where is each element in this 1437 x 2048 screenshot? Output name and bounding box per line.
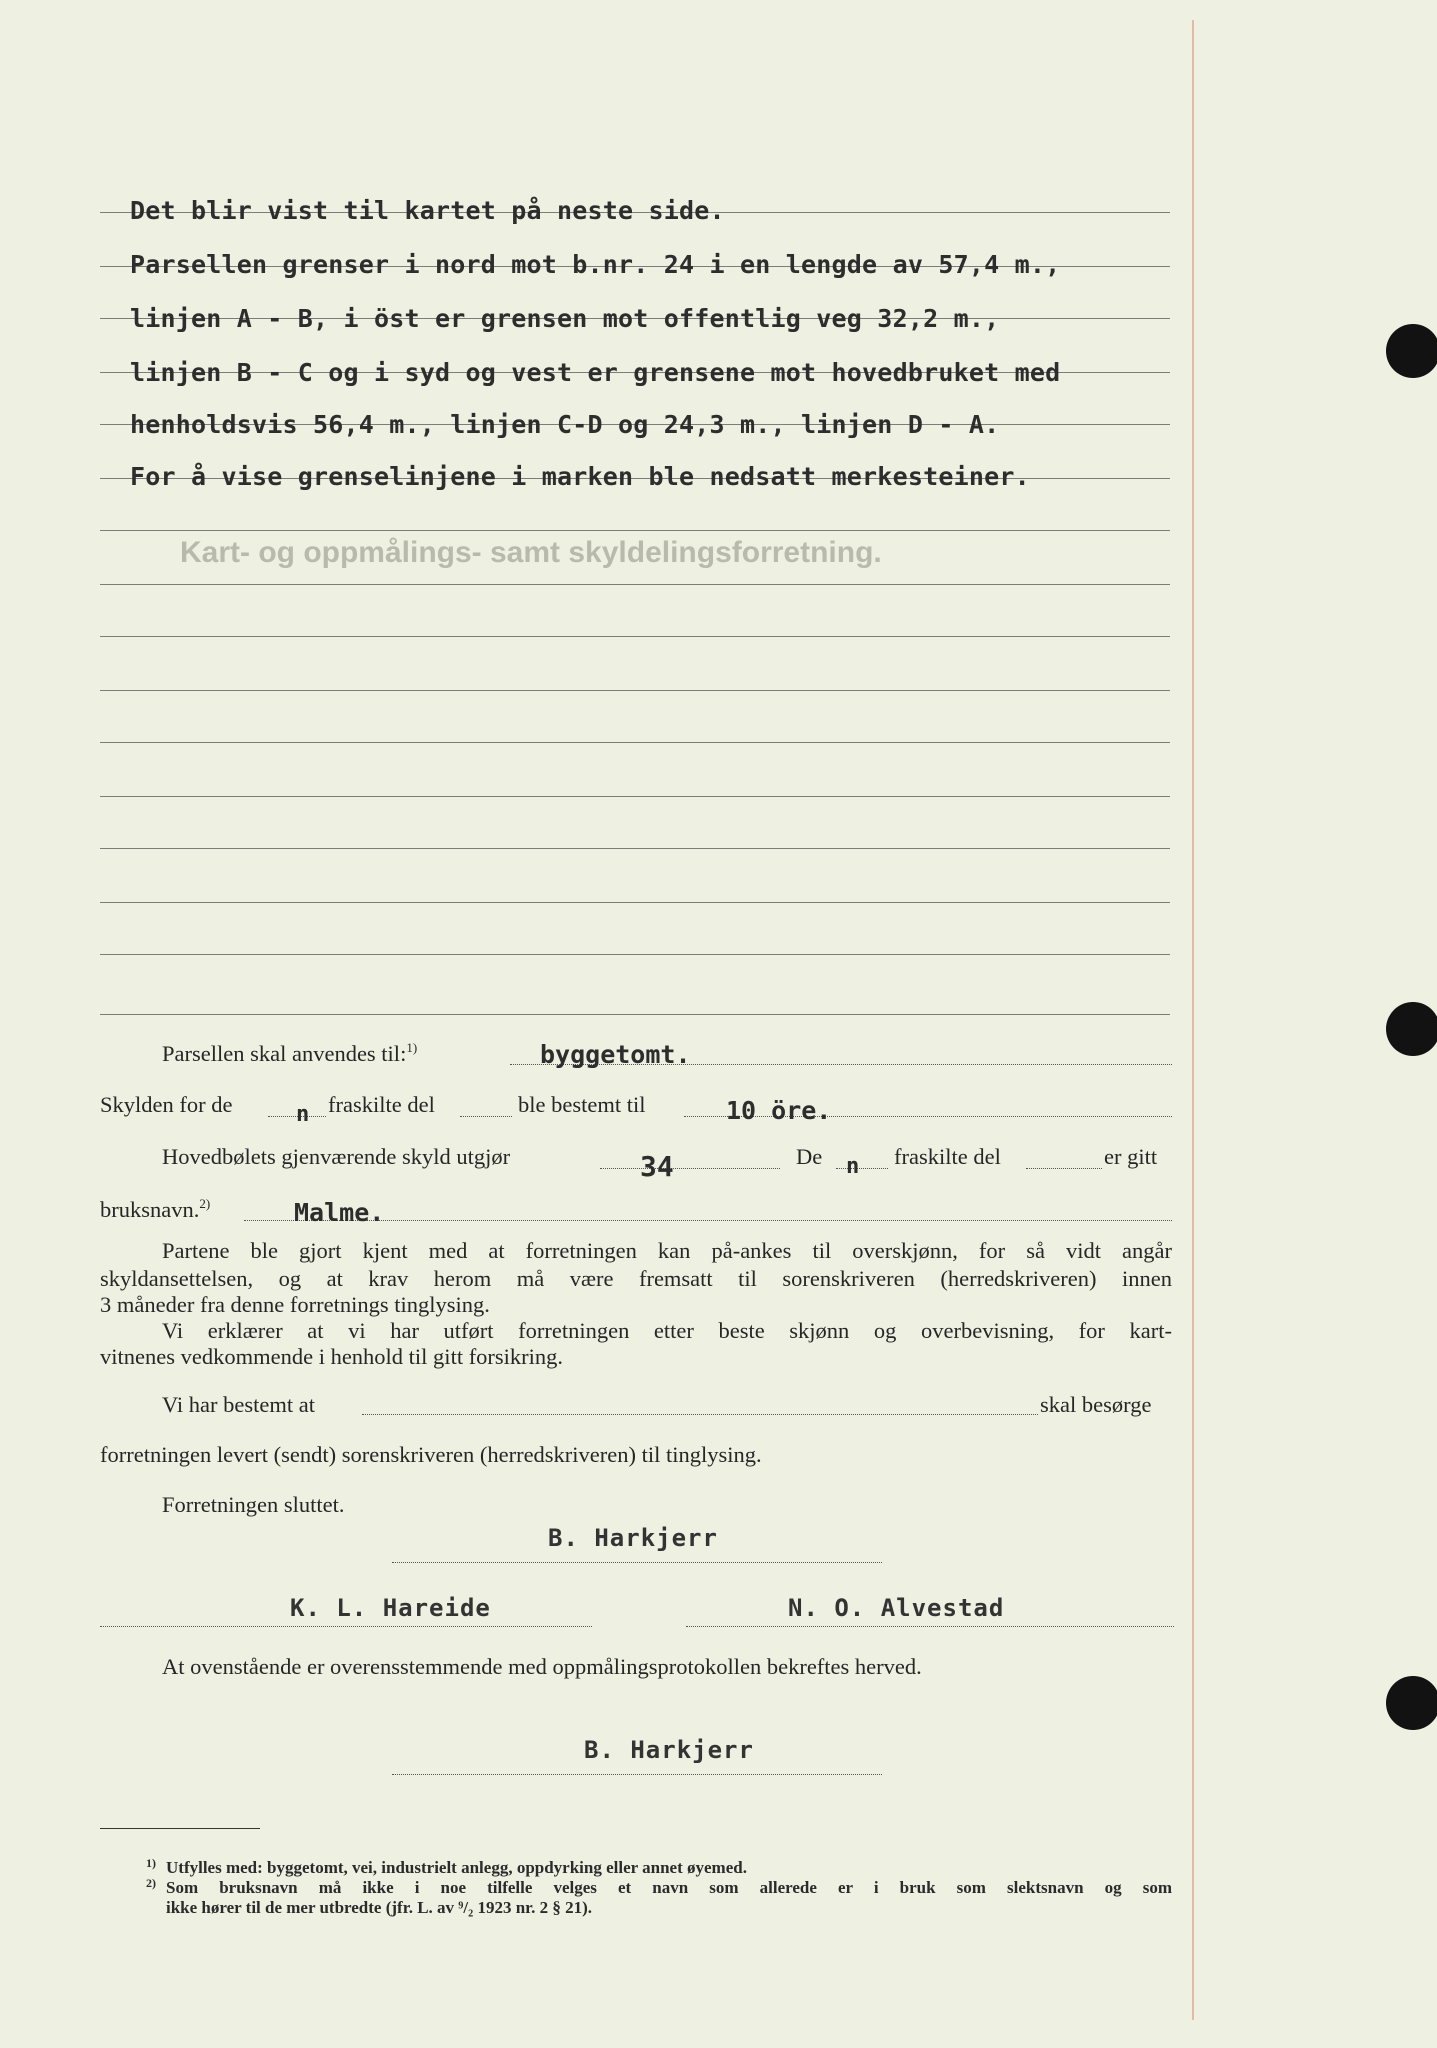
p2-line-2: vitnenes vedkommende i henhold til gitt forsikring. [100,1344,564,1369]
bruk-label: bruksnavn.$^{2)}$ [100,1196,211,1222]
ruled-line [100,1014,1170,1015]
p4: Forretningen sluttet. [162,1492,345,1517]
p1-line-1: Partene ble gjort kjent med at forretningen kan på-ankes til overskjønn, for så vidt angår [162,1238,1172,1263]
p1-line-3: 3 måneder fra denne forretnings tinglysing. [100,1292,490,1317]
ruled-line [100,530,1170,531]
margin-rule [1192,20,1194,2020]
bruk-value: Malme. [294,1198,385,1227]
bleed-through-heading: Kart- og oppmålings- samt skyldelingsforretning. [180,536,882,569]
p3-b: skal besørge [1040,1392,1152,1417]
typed-line-3: linjen A - B, i öst er grensen mot offentlig veg 32,2 m., [130,304,1000,333]
footnote-1: Utfylles med: byggetomt, vei, industrielt anlegg, oppdyrking eller annet øyemed. [166,1858,747,1877]
ruled-line [100,690,1170,691]
ruled-line [100,636,1170,637]
de-n: n [846,1154,860,1179]
typed-line-1: Det blir vist til kartet på neste side. [130,196,725,225]
signature-2: K. L. Hareide [290,1594,491,1622]
footnote-separator [100,1828,260,1829]
punch-hole-middle [1386,1002,1437,1056]
de-mid: fraskilte del [894,1144,1001,1169]
footnote-1-number: 1) [146,1856,156,1870]
signature-line-4 [392,1774,882,1775]
punch-hole-top [1386,324,1437,378]
skyld-dotline-2 [460,1116,512,1117]
use-value: byggetomt. [540,1040,691,1069]
skyld-prefix: Skylden for de [100,1092,233,1117]
typed-line-5: henholdsvis 56,4 m., linjen C-D og 24,3 m., linjen D - A. [130,410,1000,439]
skyld-n: n [296,1102,310,1127]
hoved-label: Hovedbølets gjenværende skyld utgjør [162,1144,511,1169]
ruled-line [100,902,1170,903]
hoved-value: 34 [640,1150,674,1183]
ruled-line [100,848,1170,849]
skyld-mid2: ble bestemt til [518,1092,646,1117]
ruled-line [100,584,1170,585]
signature-line-2 [100,1626,592,1627]
de-label: De [796,1144,823,1169]
de-end: er gitt [1104,1144,1158,1169]
ruled-line [100,796,1170,797]
punch-hole-bottom [1386,1676,1437,1730]
typed-line-2: Parsellen grenser i nord mot b.nr. 24 i en lengde av 57,4 m., [130,250,1061,279]
de-dotline-1 [836,1168,888,1169]
p5: At ovenstående er overensstemmende med oppmålingsprotokollen bekreftes herved. [162,1654,922,1679]
footnote-2-number: 2) [146,1876,156,1890]
footnote-2: Som bruksnavn må ikke i noe tilfelle velges et navn som allerede er i bruk som slektsnavn og som [166,1878,1172,1897]
p2-line-1: Vi erklærer at vi har utført forretningen etter beste skjønn og overbevisning, for kart- [162,1318,1172,1343]
de-dotline-2 [1026,1168,1102,1169]
ruled-line [100,742,1170,743]
skyld-value: 10 öre. [726,1096,832,1125]
ruled-line [100,954,1170,955]
p3-a: Vi har bestemt at [162,1392,315,1417]
signature-line-3 [686,1626,1174,1627]
footnote-2-cont: ikke hører til de mer utbredte (jfr. L. av ⁹/₂ 1923 nr. 2 § 21). [166,1898,593,1917]
typed-line-4: linjen B - C og i syd og vest er grensene mot hovedbruket med [130,358,1061,387]
hoved-dotline [600,1168,780,1169]
p3-dotline [362,1414,1038,1415]
p3-c: forretningen levert (sendt) sorenskriveren (herredskriveren) til tinglysing. [100,1442,762,1467]
signature-line-1 [392,1562,882,1563]
signature-4: B. Harkjerr [584,1736,754,1764]
use-label: Parsellen skal anvendes til:$^{1)}$ [162,1040,418,1066]
p1-line-2: skyldansettelsen, og at krav herom må være fremsatt til sorenskriveren (herredskriveren) innen [100,1266,1172,1291]
signature-1: B. Harkjerr [548,1524,718,1552]
signature-3: N. O. Alvestad [788,1594,1005,1622]
typed-line-6: For å vise grenselinjene i marken ble nedsatt merkesteiner. [130,462,1030,491]
skyld-mid: fraskilte del [328,1092,435,1117]
